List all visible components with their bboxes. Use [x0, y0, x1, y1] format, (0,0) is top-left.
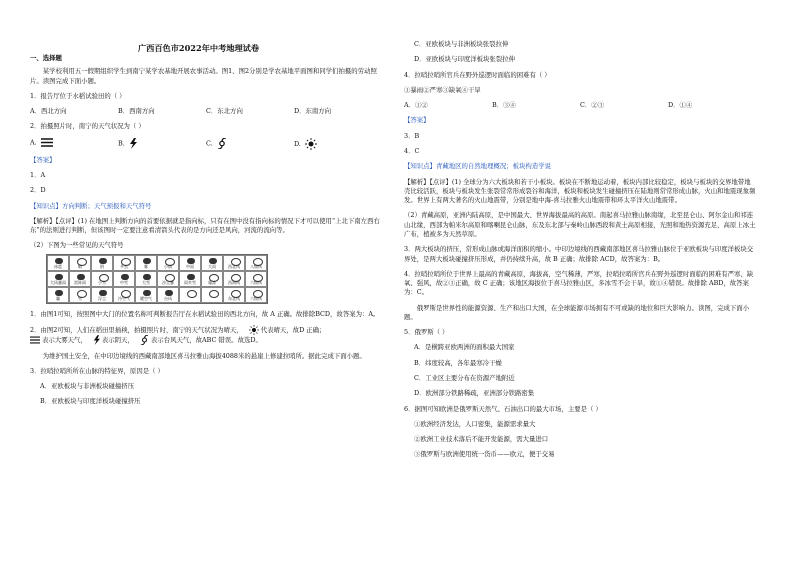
option-a: A. — [30, 138, 118, 150]
option-a: A．①② — [404, 101, 428, 110]
explanation-4: 4．拉哨拉哨所位于世界上最高的青藏高原，海拔高，空气稀薄，严寒，拉哨拉哨所官兵在野外巡逻时面临的困难有严寒、缺氧、强风，故②③正确，故 C 正确；该地区海拔位于喜马拉雅山区，多冰雪不会干旱，故①④错误。故排除 ABD，故答案为：C。 — [404, 269, 754, 297]
question-6-item-1: ①欧洲经济发达，人口密集，能源需求量大 — [414, 419, 536, 428]
weather-cell: 阴 — [91, 255, 113, 271]
analysis-2: （2）青藏高原，亚洲内陆高原，是中国最大、世界海拔最高的高原。南起喜马拉雅山脉南缘，北至昆仑山、阿尔金山和祁连山北缘，西部为帕米尔高原和喀喇昆仑山脉，东及东北部与秦岭山脉西段和黄土高原相接，光照和地热资源充足，高原上冰土广布，植被多为天然草原。 — [404, 211, 756, 238]
option-c: C. — [206, 138, 294, 150]
option-b: B．西南方向 — [118, 107, 155, 116]
lightning-icon — [129, 138, 137, 149]
question-3: 3．拉哨拉哨所所在山脉的特征界，原因是（ ） — [30, 366, 164, 375]
question-2-options — [30, 138, 382, 150]
question-6-item-3: ③俄罗斯与欧洲使用统一货币——欧元，便于交易 — [414, 450, 555, 459]
weather-cell: 六级风 — [245, 271, 267, 287]
weather-cell: 霜冻 — [201, 271, 223, 287]
weather-cell: 西南风 — [223, 271, 245, 287]
weather-cell: 西北风 — [223, 255, 245, 271]
weather-cell: 沙尘暴 — [157, 271, 179, 287]
weather-cell: 台风 — [157, 287, 179, 303]
weather-cell: 雪 — [69, 287, 91, 303]
option-b: B. — [118, 138, 206, 150]
question-3-option-c: C．亚欧板块与非洲板块张裂拉伸 — [414, 40, 509, 48]
option-d: D．东南方向 — [294, 107, 332, 116]
weather-cell: 大雪 — [135, 271, 157, 287]
analysis-2: （2）下图为一些常见的天气符号 — [30, 241, 124, 250]
weather-cell: 雨夹雪 — [179, 271, 201, 287]
explanation-1: 1．由图1可知，按照图中大门的位置名称可判断报告厅在水稻试验田的西北方向，故 A 正确。故排除BCD，故答案为：A。 — [30, 309, 380, 318]
typhoon-icon — [217, 138, 227, 149]
weather-cell — [179, 287, 201, 303]
weather-symbol-table — [46, 254, 268, 304]
page-title: 广西百色市2022年中考地理试卷 — [137, 43, 260, 53]
section-heading: 一、选择题 — [30, 54, 62, 62]
right-column — [404, 40, 756, 466]
fog-icon — [30, 336, 40, 344]
weather-cell: 中雪 — [113, 271, 135, 287]
left-column — [30, 54, 382, 413]
answer-4: 4．C — [404, 146, 420, 155]
weather-cell: 冷空气 — [113, 287, 135, 303]
question-3-option-d: D．亚欧板块与印度洋板块张裂拉伸 — [414, 55, 515, 64]
question-6-item-2: ②欧洲工业技术落后不能开发能源，需大量进口 — [414, 435, 549, 444]
question-5-option-d: D．欧洲部分铁路稀疏，亚洲部分铁路密集 — [414, 389, 535, 398]
option-c: C．②③ — [580, 101, 605, 110]
weather-cell: 大雨 — [201, 255, 223, 271]
question-2: 2．拍摄照片时，南宁的天气状况为（ ） — [30, 122, 145, 131]
answer-tag: 【答案】 — [30, 155, 56, 164]
option-d: D．①④ — [668, 101, 693, 110]
weather-cell: 六级风 — [245, 287, 267, 303]
question-4: 4．拉哨拉哨所官兵在野外巡逻时面临的困难有（ ） — [404, 70, 551, 79]
weather-cell — [201, 287, 223, 303]
weather-cell: 大风暴雨 — [47, 271, 69, 287]
weather-cell: 冰雹 — [47, 255, 69, 271]
question-4-options — [404, 101, 756, 110]
typhoon-icon — [140, 335, 149, 345]
intro-3: 俄罗斯是世界性的能源资源、生产和出口大国，在全球能源市场拥有不可或缺的地位和巨大影响力。读图，完成下面小题。 — [404, 303, 750, 321]
weather-cell: 中雨 — [179, 255, 201, 271]
question-4-items: ①暴雨②严寒③缺氧④干旱 — [404, 85, 481, 94]
answer-1: 1．A — [30, 170, 46, 179]
weather-cell: 小雪 — [91, 271, 113, 287]
explanation-3: 3．两大板块的挤压，常形成山脉或海洋面积的缩小。中印边境线的西藏南部地区喜马拉雅山脉位于亚欧板块与印度洋板块交界处，是两大板块碰撞挤压形成，并仍持续升高，故 B 正确；故排除 ACD，故答案为：B。 — [404, 245, 754, 263]
weather-cell: 暖空气 — [135, 287, 157, 303]
question-6: 6．据图可知欧洲是俄罗斯天然气、石油出口的最大市场，主要是（ ） — [404, 404, 602, 413]
weather-cell: 八级风 — [245, 255, 267, 271]
question-1-options — [30, 107, 382, 116]
option-a: A．西北方向 — [30, 107, 67, 116]
answer-3: 3．B — [404, 131, 420, 140]
knowledge-point: 【知识点】方向判断；天气预报和天气符号 — [30, 201, 152, 210]
weather-cell: 东北风 — [223, 287, 245, 303]
question-5-option-c: C．工业区主要分布在资源产地附近 — [414, 374, 515, 383]
weather-cell: 霾 — [47, 287, 69, 303]
question-3-option-b: B．亚欧板块与印度洋板块碰撞挤压 — [40, 397, 141, 406]
weather-cell: 雷阵雨 — [69, 271, 91, 287]
fog-icon — [41, 138, 53, 147]
answer-tag: 【答案】 — [404, 116, 430, 125]
sun-icon — [305, 138, 317, 150]
intro-2: 为维护国土安全，在中印边境线的西藏南部地区喜马拉雅山海拔4088米的悬崖上修建拉哨所。据此完成下面小题。 — [42, 351, 366, 360]
analysis-1: 【解析】【点评】(1) 全球分为六大板块和若干小板块。板块在不断地运动着，板块内部比较稳定，板块与板块的交界地带地壳比较活跃，板块与板块发生张裂常常形成裂谷和海洋，板块和板块发生碰撞挤压在陆地则常常形成山脉，火山和地震现象频发。世界上有两大著名的火山地震带，分别是地中海-喜马拉雅火山地震带和环太平洋火山地震带。 — [404, 177, 756, 205]
weather-cell: 雾 — [135, 255, 157, 271]
sun-icon — [249, 325, 259, 335]
lightning-icon — [93, 335, 100, 345]
option-b: B．③④ — [492, 101, 516, 110]
weather-cell: 晴 — [69, 255, 91, 271]
weather-cell: 小雨 — [157, 255, 179, 271]
question-1: 1．报告厅位于水稻试验田的（ ） — [30, 91, 126, 100]
question-5: 5．俄罗斯（ ） — [404, 328, 449, 337]
question-5-option-b: B．纬度较高，各年最寒冷干燥 — [414, 358, 502, 367]
explanation-2: 2．由图2可知，人们在稻田里插秧，拍摄照片时，南宁的天气状况为晴天， 代表晴天，故D 正确； 表示大雾天气， 表示阴天， 表示台风天气，故ABC 错误。故选D。 — [30, 325, 326, 345]
option-d: D. — [294, 138, 382, 150]
option-c: C．东北方向 — [206, 107, 243, 116]
analysis-1: 【解析】【点评】(1) 在地图上判断方向的首要依据就是指向标，只有在图中没有指向标的情况下才可以使用“上北下南左西右东”的法则进行判断，但该图时一定要注意看清箭头代表的是方向还是风向，河流的流向等。 — [30, 216, 380, 235]
knowledge-point: 【知识点】青藏地区的自然地理概况；板块构造学说 — [404, 162, 551, 171]
weather-cell: 浮尘 — [91, 287, 113, 303]
answer-2: 2．D — [30, 186, 46, 195]
weather-cell: 多云 — [113, 255, 135, 271]
question-3-option-a: A．亚欧板块与非洲板块碰撞挤压 — [40, 382, 135, 391]
question-5-option-a: A．是横跨亚欧两洲的面积最大国家 — [414, 343, 515, 352]
intro-text: 某学校利用五一假期组织学生到南宁某学农基地开展农事活动。图1、图2分别是学农基地平面图和同学们拍摄的劳动照片。读图完成下面小题。 — [30, 67, 377, 85]
